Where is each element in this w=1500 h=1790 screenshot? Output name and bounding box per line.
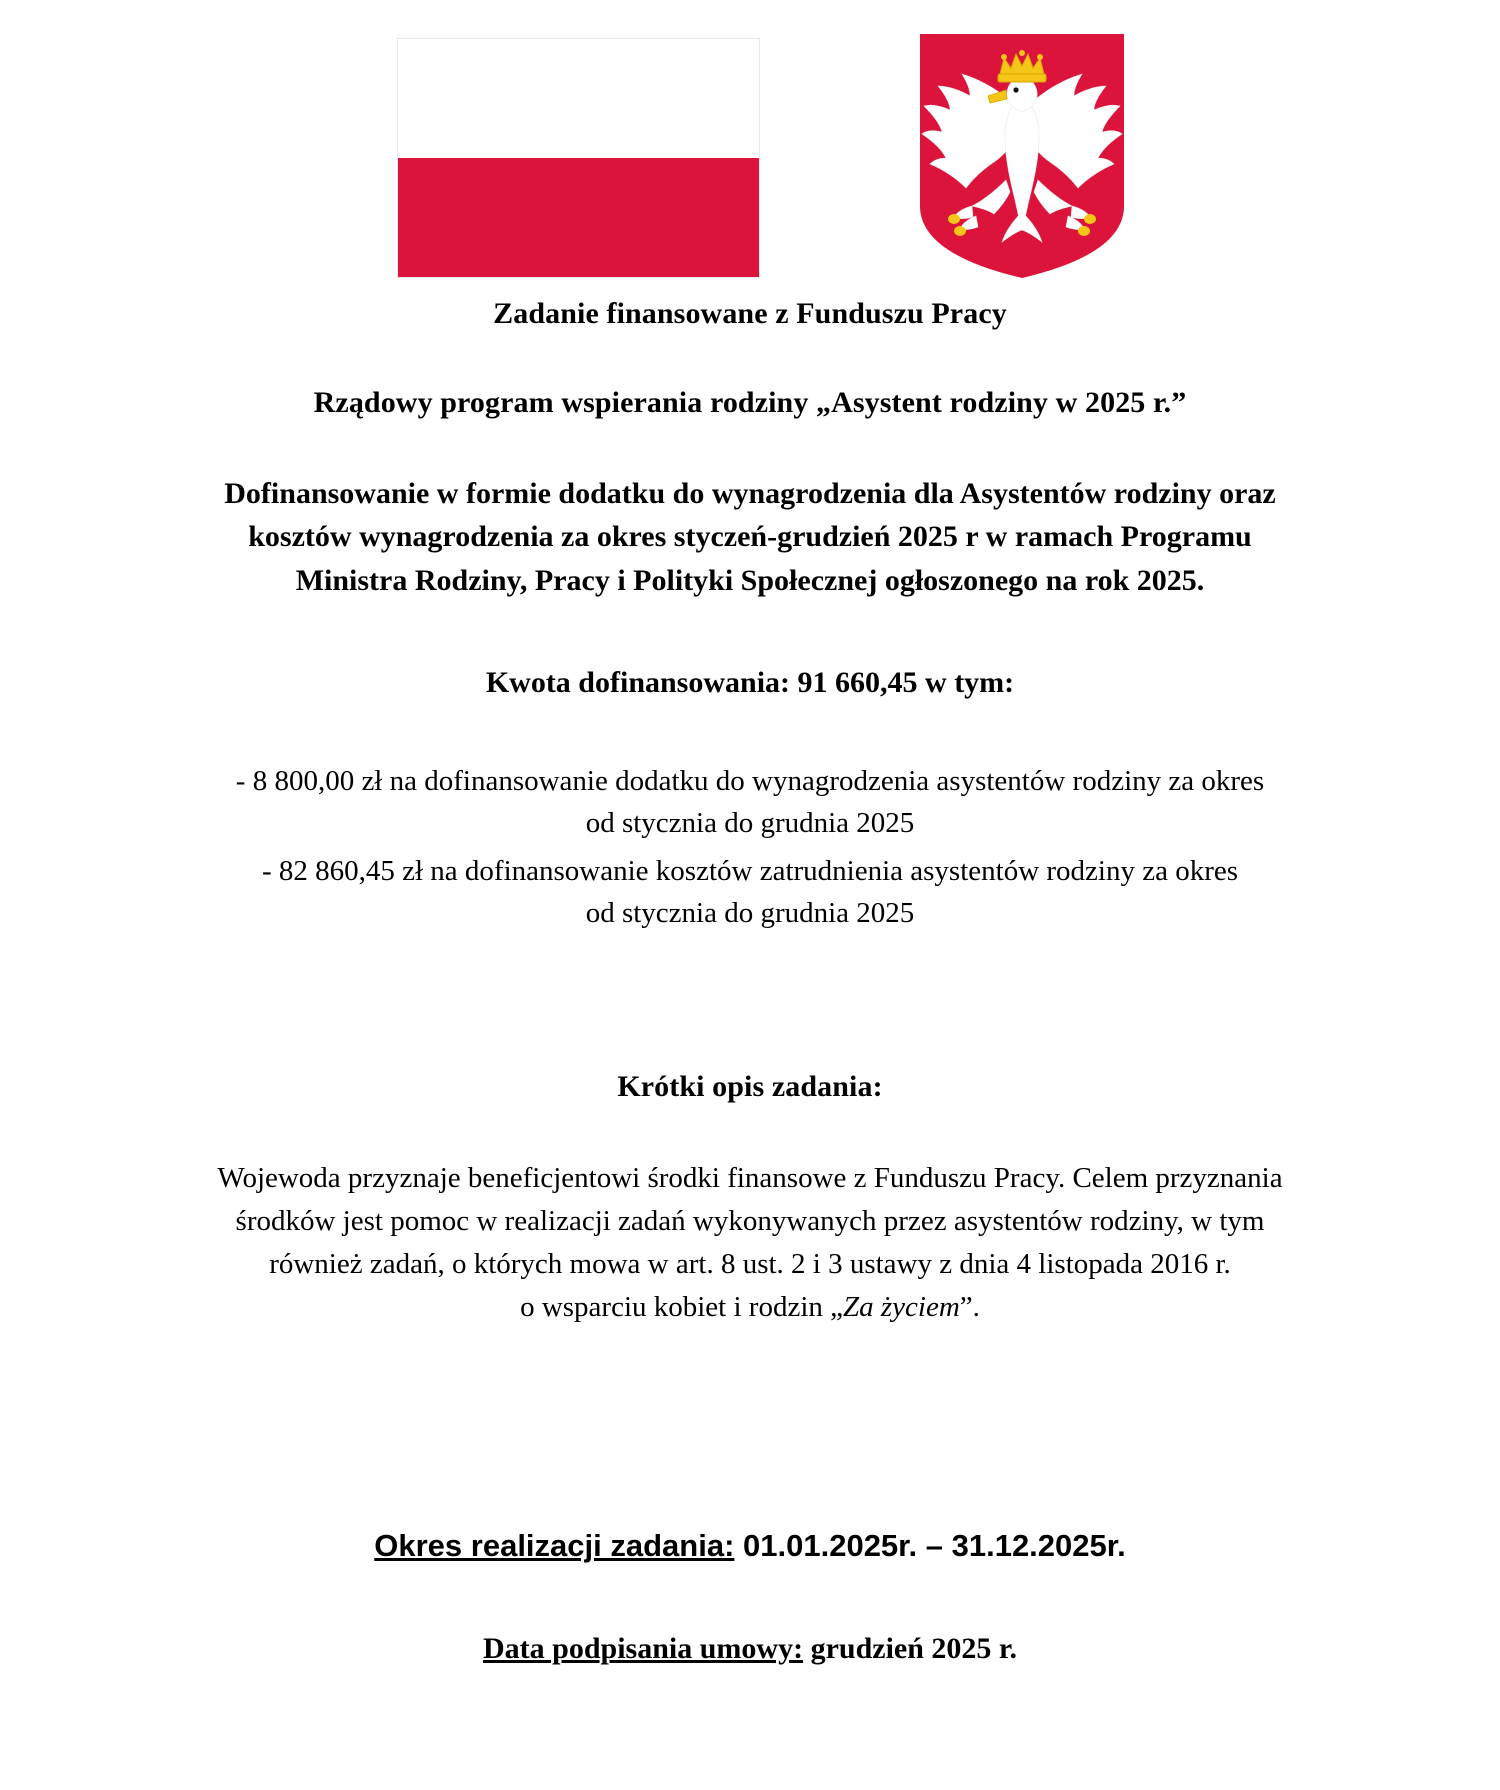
realization-period-row [0, 1525, 1500, 1568]
description-line-2: środków jest pomoc w realizacji zadań wykonywanych przez asystentów rodziny, w tym [235, 1205, 1265, 1238]
funding-item-2-line-2: od stycznia do grudnia 2025 [585, 896, 915, 929]
funding-scope-line-2: kosztów wynagrodzenia za okres styczeń-grudzień 2025 r w ramach Programu [248, 520, 1252, 554]
polish-coat-of-arms-icon [910, 30, 1134, 282]
program-name: Rządowy program wspierania rodziny „Asystent rodziny w 2025 r.” [313, 386, 1187, 420]
funding-item-2-line-1: - 82 860,45 zł na dofinansowanie kosztów zatrudnienia asystentów rodziny za okres [261, 854, 1239, 887]
description-line-4-prefix: o wsparciu kobiet i rodzin [520, 1290, 831, 1323]
description-heading: Krótki opis zadania: [617, 1069, 883, 1103]
signing-date-label: Data podpisania umowy: [483, 1631, 804, 1665]
funding-scope-line-3: Ministra Rodziny, Pracy i Polityki Społecznej ogłoszonego na rok 2025. [295, 563, 1205, 597]
polish-flag-icon [397, 38, 760, 278]
funding-item-1-line-2: od stycznia do grudnia 2025 [585, 806, 915, 839]
page-title: Zadanie finansowane z Funduszu Pracy [493, 297, 1007, 330]
signing-date-value: grudzień 2025 r. [803, 1631, 1017, 1665]
description-line-4-suffix: . [972, 1290, 980, 1323]
description-paragraph [100, 1157, 1400, 1329]
funding-amount-heading: Kwota dofinansowania: 91 660,45 w tym: [485, 666, 1015, 700]
flag-red-band [398, 158, 759, 277]
quote-open: „ [830, 1290, 844, 1323]
realization-period-value: 01.01.2025r. – 31.12.2025r. [734, 1527, 1126, 1563]
realization-period-label: Okres realizacji zadania: [374, 1527, 735, 1563]
funding-item-1-line-1: - 8 800,00 zł na dofinansowanie dodatku do wynagrodzenia asystentów rodziny za okres [235, 764, 1265, 797]
funding-item-1 [20, 760, 1480, 844]
funding-item-2 [20, 850, 1480, 934]
quote-close: ” [959, 1290, 973, 1323]
description-line-4 [100, 1286, 1400, 1329]
signing-date-row [0, 1628, 1500, 1669]
description-line-1: Wojewoda przyznaje beneficjentowi środki finansowe z Funduszu Pracy. Celem przyznania [217, 1162, 1283, 1195]
law-name-italic: Za życiem [843, 1290, 960, 1323]
emblem-row [0, 0, 1500, 275]
funding-scope-line-1: Dofinansowanie w formie dodatku do wynagrodzenia dla Asystentów rodziny oraz [224, 476, 1276, 510]
flag-white-band [398, 39, 759, 158]
funding-scope-paragraph [110, 472, 1390, 603]
description-line-3: również zadań, o których mowa w art. 8 ust. 2 i 3 ustawy z dnia 4 listopada 2016 r. [269, 1248, 1231, 1281]
